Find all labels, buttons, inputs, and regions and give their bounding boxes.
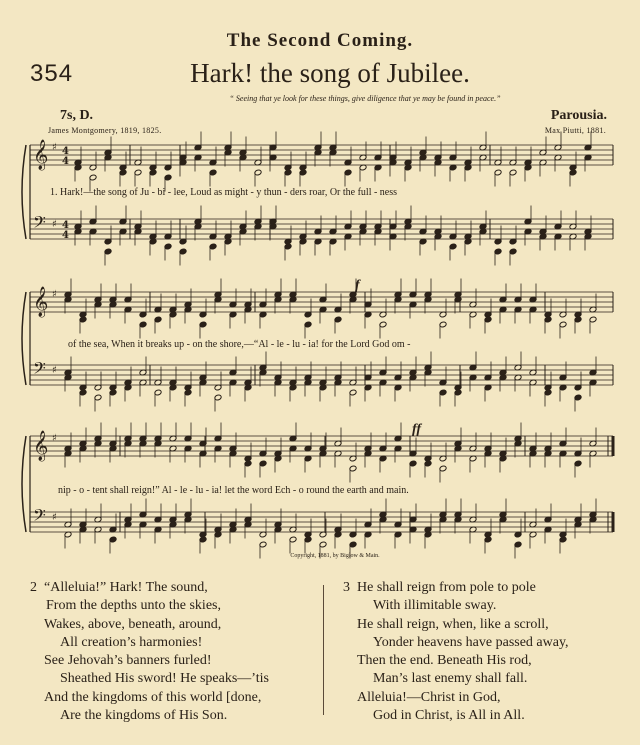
verse-number: 2: [30, 580, 37, 595]
verse-line: From the depths unto the skies,: [46, 598, 221, 614]
epigraph: “ Seeing that ye look for these things, give diligence that ye may be found in peace.”: [229, 94, 501, 103]
key-signature-sharp: ♯: [52, 365, 57, 376]
system-brace: [22, 145, 26, 239]
hymn-title: Hark! the song of Jubilee.: [190, 58, 470, 88]
verse-3: [343, 579, 569, 725]
verse-line: He shall reign, when, like a scroll,: [357, 616, 549, 632]
bass-clef: 𝄢: [33, 358, 46, 382]
verse-line: He shall reign from pole to pole: [357, 580, 536, 595]
verse-line: Are the kingdoms of His Son.: [60, 708, 228, 724]
section-title: The Second Coming.: [226, 30, 414, 51]
verse-line: Yonder heavens have passed away,: [373, 634, 569, 650]
verse-line: All creation’s harmonies!: [60, 634, 203, 650]
bass-clef: 𝄢: [33, 212, 46, 236]
time-signature: 4: [62, 156, 69, 167]
verse-line: Then the end. Beneath His rod,: [357, 653, 532, 669]
verse-line: Wakes, above, beneath, around,: [44, 616, 222, 632]
key-signature-sharp: ♯: [52, 512, 57, 523]
treble-clef: 𝄞: [33, 287, 49, 317]
lyric-line-1: 1. Hark!—the song of Ju - bi - lee, Loud as might - y thun - ders roar, Or the full - ness: [50, 187, 398, 198]
verse-number: 3: [343, 580, 350, 595]
treble-clef: 𝄞: [33, 140, 49, 170]
system-brace: [22, 292, 26, 385]
treble-clef: 𝄞: [33, 431, 49, 461]
verse-line: “Alleluia!” Hark! The sound,: [44, 580, 208, 595]
verse-line: God in Christ, is All in All.: [373, 708, 525, 724]
copyright-notice: Copyright, 1881, by Biglow & Main.: [290, 553, 380, 559]
verse-line: With illimitable sway.: [373, 598, 497, 614]
key-signature-sharp: ♯: [52, 289, 57, 300]
meter: 7s, D.: [60, 108, 94, 123]
composer-credit: Max Piutti, 1881.: [544, 126, 606, 135]
lyric-line-3: nip - o - tent shall reign!” Al - le - lu - ia! let the word Ech - o round the earth and main.: [58, 485, 409, 496]
column-divider: [323, 585, 324, 715]
verse-2: [30, 579, 269, 725]
author-credit: James Montgomery, 1819, 1825.: [48, 126, 162, 135]
system-brace: [22, 436, 26, 532]
dynamic-fortissimo: ff: [412, 422, 422, 437]
hymn-number: 354: [30, 60, 74, 87]
time-signature: 4: [62, 230, 69, 241]
verse-line: Sheathed His sword! He speaks—’tis: [60, 671, 269, 687]
tune-name: Parousia.: [550, 108, 607, 123]
time-signature: 4: [62, 146, 69, 157]
verse-line: Man’s last enemy shall fall.: [373, 671, 528, 687]
verse-line: See Jehovah’s banners furled!: [44, 653, 212, 669]
key-signature-sharp: ♯: [52, 142, 57, 153]
bass-clef: 𝄢: [33, 505, 46, 529]
lyric-line-2: of the sea, When it breaks up - on the shore,—“Al - le - lu - ia! for the Lord God om -: [68, 339, 411, 350]
key-signature-sharp: ♯: [52, 219, 57, 230]
verse-line: Alleluia!—Christ in God,: [357, 689, 501, 705]
key-signature-sharp: ♯: [52, 433, 57, 444]
verse-line: And the kingdoms of this world [done,: [44, 689, 262, 705]
time-signature: 4: [62, 220, 69, 231]
dynamic-forte: f: [355, 278, 360, 293]
